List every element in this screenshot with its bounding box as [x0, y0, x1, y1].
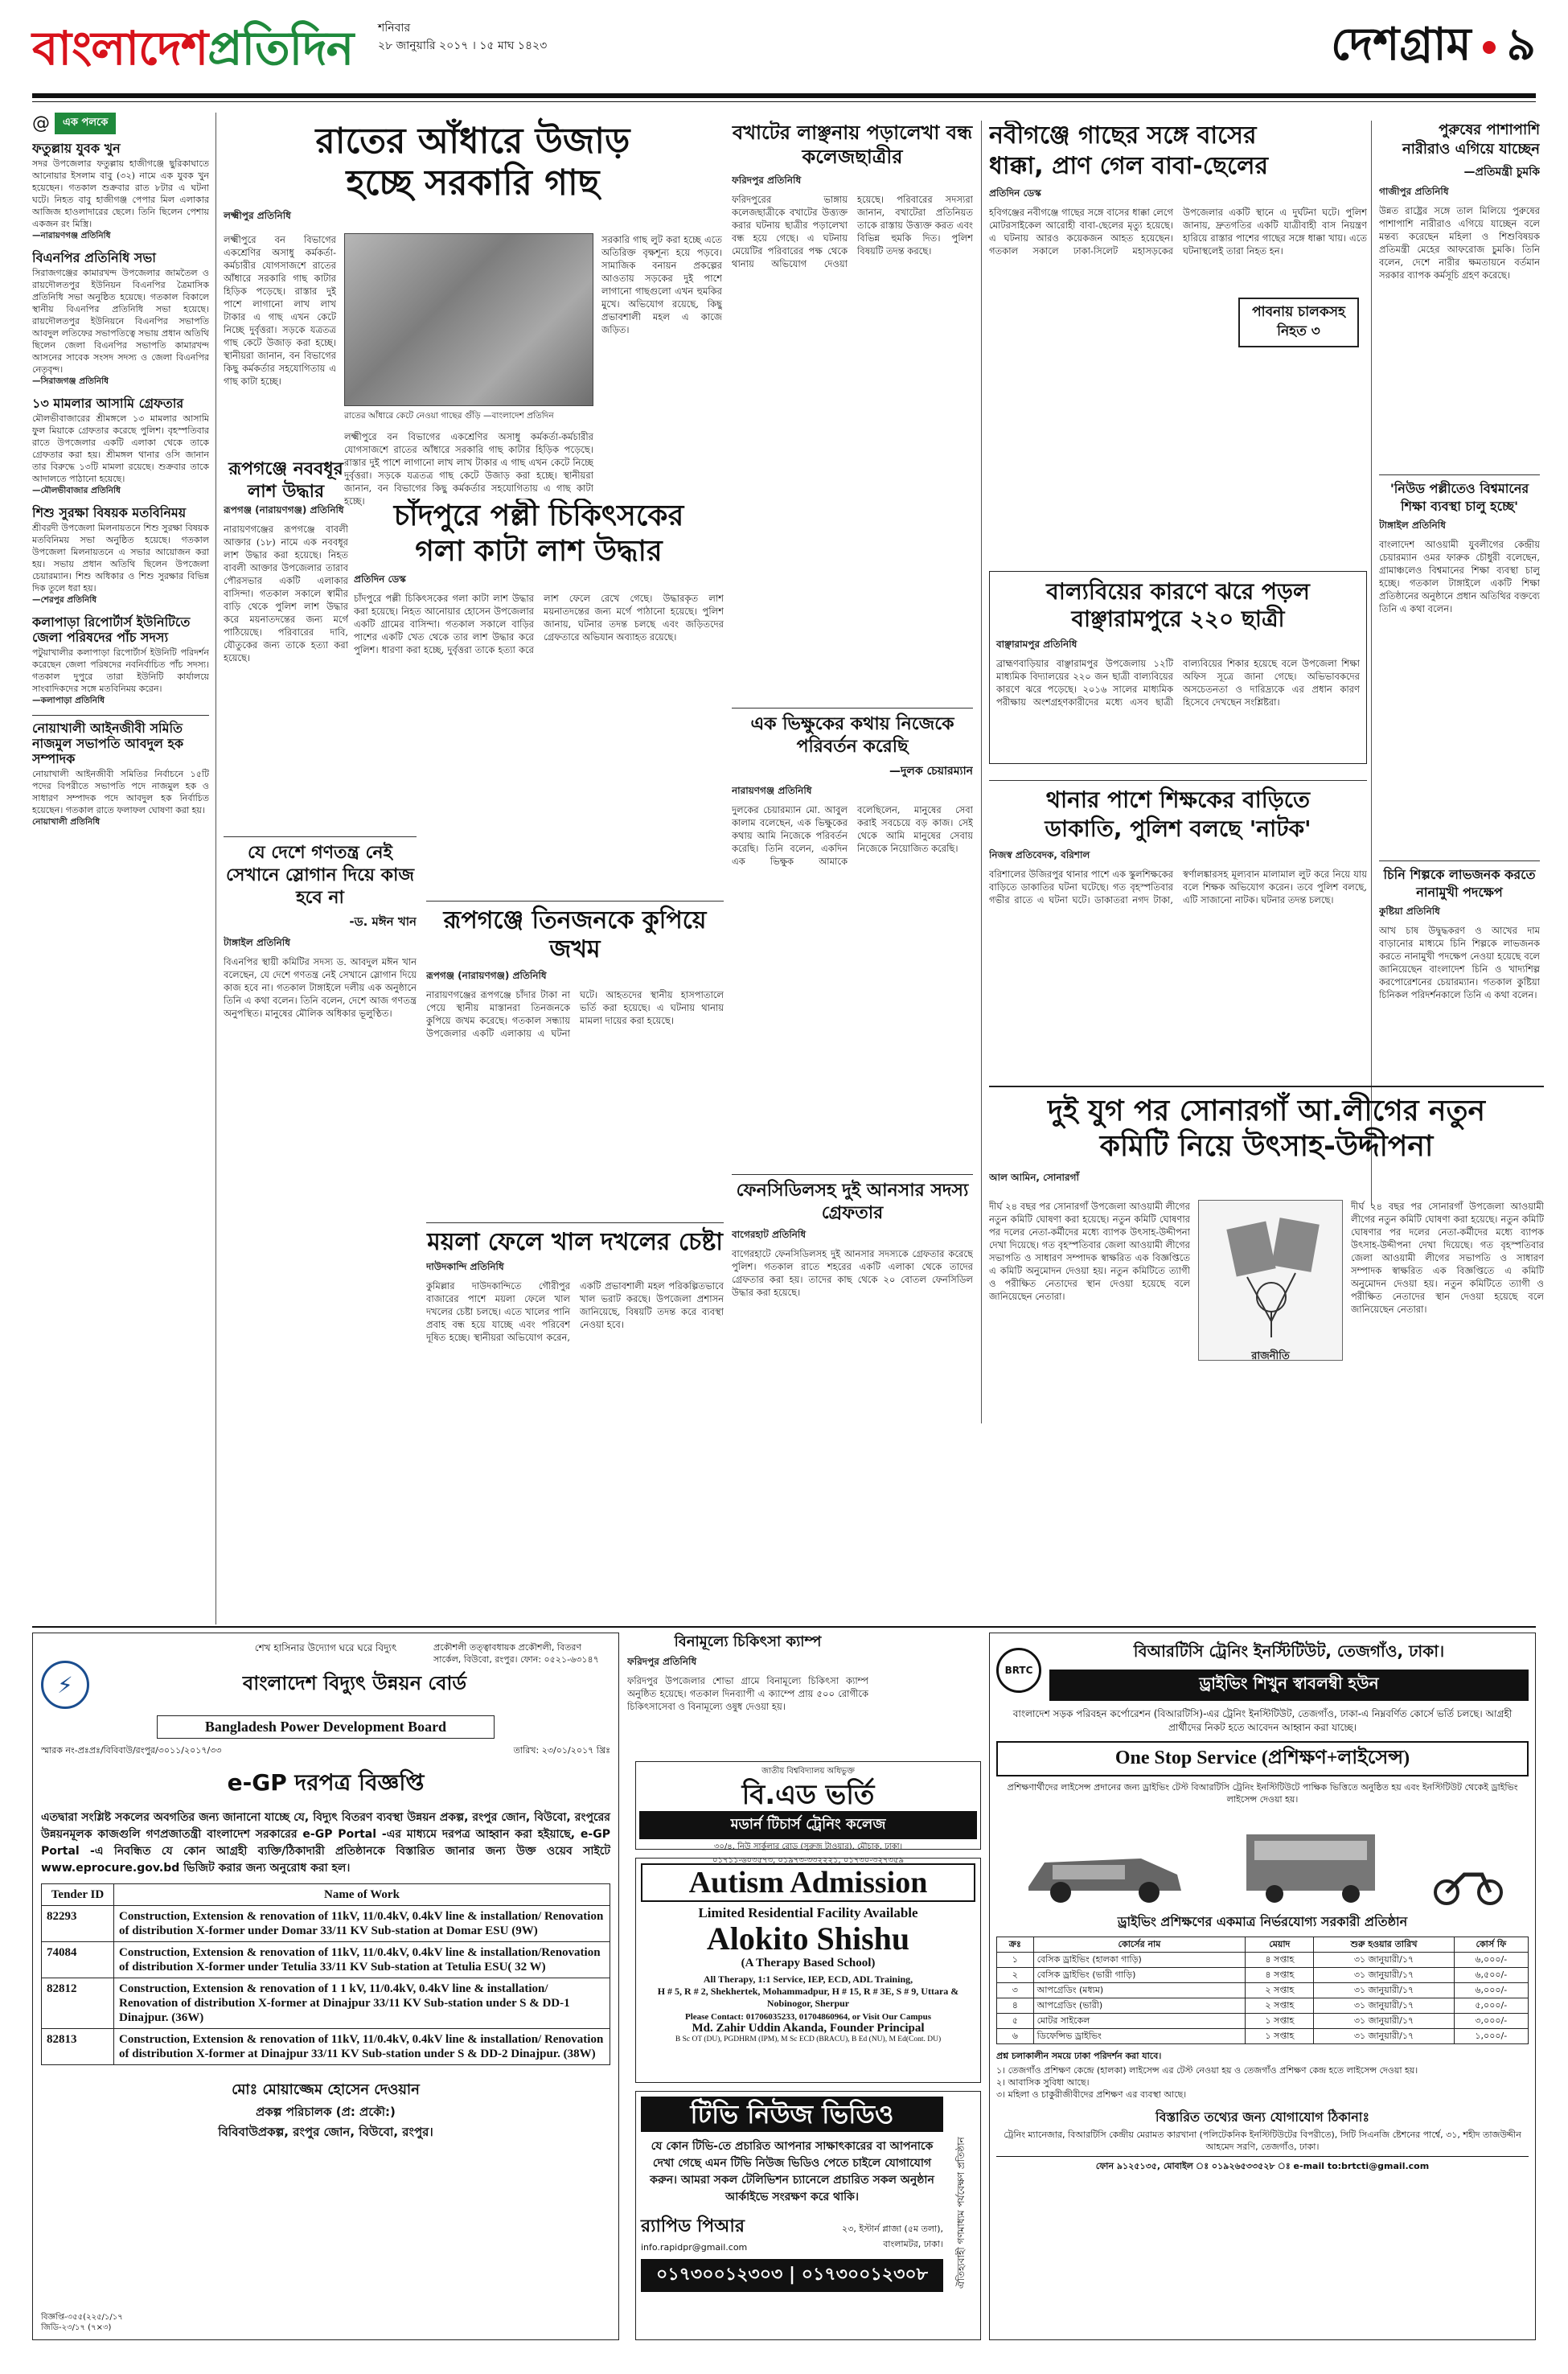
short-item — [32, 396, 209, 499]
tender-work: Construction, Extension & renovation of 1 1 kV, 11/0.4kV, 0.4kV line & installation/ Renovation of distribution X-former at Dinajpur 33/11 KV Sub-station under S & DD-1 Dinajpur. (36W) — [114, 1978, 610, 2029]
short-item-byline: —নারায়ণগঞ্জ প্রতিনিধি — [32, 231, 111, 240]
short-item-body: সিরাজগঞ্জের কামারখন্দ উপজেলার জামতৈল ও রায়দৌলতপুর ইউনিয়ন বিএনপির ত্রৈমাসিক প্রতিনিধি সভা অনুষ্ঠিত হয়েছে। গতকাল বিকালে স্থানীয় বিএনপির প্রতিনিধি সভা হয়েছে। রায়দৌলতপুর ইউনিয়নে বিএনপির সভাপতি আবদুল লতিফের সভাপতিত্বে সভায় প্রধান অতিথি ছিলেন জেলা বিএনপির সভাপতি কামারখন্দ আসনের সাবেক সংসদ সদস্য ও জেলা বিএনপির নেতৃবৃন্দ। — [32, 268, 209, 375]
tender-signer: মোঃ মোয়াজ্জেম হোসেন দেওয়ান — [232, 2081, 420, 2098]
cell: ৬,৫০০/- — [1454, 1968, 1528, 1983]
masthead-date — [378, 19, 547, 55]
brtc-note: ১। তেজগাঁও প্রশিক্ষণ কেন্দ্রে (হালকা) লাইসেন্স এর টেস্ট নেওয়া হয় ও তেজগাঁও প্রশিক্ষণ কেন্দ্র হতে লাইসেন্স দেওয়া হয়। — [996, 2065, 1418, 2076]
short-item-byline: —সিরাজগঞ্জ প্রতিনিধি — [32, 376, 109, 386]
short-item — [32, 715, 209, 830]
lead-photo-caption: রাতের আঁধারে কেটে নেওয়া গাছের গুঁড়ি —বাংলাদেশ প্রতিদিন — [344, 411, 554, 421]
brtc-note: ৩। মহিলা ও চাকুরীজীবীদের প্রশিক্ষণ এর ব্যবস্থা আছে। — [996, 2089, 1187, 2100]
masthead — [0, 0, 1568, 121]
cell: ২ — [997, 1968, 1034, 1983]
tender-id: 82293 — [42, 1906, 114, 1942]
story-sonargaon-byline: আল আমিন, সোনারগাঁ — [989, 1172, 1079, 1183]
column-divider — [981, 121, 982, 1423]
tender-slogan: শেখ হাসিনার উদ্যোগ ঘরে ঘরে বিদ্যুৎ — [254, 1642, 397, 1653]
brtc-contact-title: বিস্তারিত তথ্যের জন্য যোগাযোগ ঠিকানাঃ — [1155, 2109, 1369, 2125]
tender-table-header — [42, 1884, 610, 1906]
story-leather-byline: কুষ্টিয়া প্রতিনিধি — [1379, 906, 1440, 917]
story-beggar-body: দুলকের চেয়ারম্যান মো. আবুল কালাম বলেছেন, এক ভিক্ষুকের কথায় আমি নিজেকে পরিবর্তন করেছি। তিনি বলেন, একদিন এক ভিক্ষুক আমাকে বলেছিলেন, মানুষের সেবা করাই সবচেয়ে বড় কাজ। সেই থেকে আমি মানুষের সেবায় নিজেকে নিয়োজিত করেছি। — [732, 804, 973, 867]
brtc-service-body: প্রশিক্ষণার্থীদের লাইসেন্স প্রদানের জন্য ড্রাইভিং টেস্ট বিআরটিসি ট্রেনিং ইনস্টিটিউটে পাক্ষিক ভিত্তিতে অনুষ্ঠিত হয় এবং ইনস্টিটিউট থেকেই ড্রাইভিং লাইসেন্স দেওয়া হয়। — [1007, 1782, 1518, 1805]
story-bus-headline-line1: নবীগঞ্জে গাছের সঙ্গে বাসের — [989, 121, 1257, 150]
story-doctor — [354, 499, 724, 804]
cell: আপগ্রেডিং (মধ্যম) — [1033, 1983, 1246, 1998]
short-item-title: ১৩ মামলার আসামি গ্রেফতার — [32, 396, 184, 411]
story-pabna-headline: পাবনায় চালকসহ নিহত ৩ — [1252, 304, 1345, 339]
ad-section-divider — [32, 1626, 1536, 1628]
lead-body-right: সরকারি গাছ লুট করা হচ্ছে এতে অতিরিক্ত বৃক্ষশূন্য হয়ে পড়বে। সামাজিক বনায়ন প্রকল্পের আওতায় সড়কের দুই পাশে লাগানো গাছগুলো এখন হুমকির মুখে। অভিযোগ রয়েছে, কিছু প্রভাবশালী মহল এ কাজে জড়িত। — [601, 234, 722, 335]
story-stab — [426, 901, 724, 1222]
brtc-service-title: One Stop Service (প্রশিক্ষণ+লাইসেন্স) — [996, 1741, 1529, 1776]
lead-body-bottom: লক্ষ্মীপুরে বন বিভাগের একশ্রেণির অসাধু কর্মকর্তা-কর্মচারীর যোগসাজশে রাতের আঁধারে সরকারি গাছ কাটার হিড়িক পড়েছে। রাস্তার দুই পাশে লাগানো লাখ লাখ টাকার এ গাছ এখন কেটে নিচ্ছে দুর্বৃত্তরা। সড়কে যত্রতত্র গাছ কেটে উজাড় করা হচ্ছে। স্থানীয়রা জানান, বন বিভাগের কিছু কর্মকর্তার সহযোগিতায় এ গাছ কাটা হচ্ছে। — [344, 431, 593, 507]
tender-signer-title: প্রকল্প পরিচালক (প্র: প্রকৌ:) — [256, 2105, 396, 2119]
bpdb-logo-icon: ⚡ — [41, 1661, 89, 1709]
autism-tagline: (A Therapy Based School) — [741, 1957, 876, 1969]
story-education-body: বাংলাদেশ আওয়ামী যুবলীগের কেন্দ্রীয় চেয়ারম্যান ওমর ফারুক চৌধুরী বলেছেন, গ্রামাঞ্চলেও বিশ্বমানের শিক্ষা ব্যবস্থা চালু হচ্ছে। গতকাল টাঙ্গাইলে একটি শিক্ষা প্রতিষ্ঠানের অনুষ্ঠানে প্রধান অতিথির বক্তব্যে তিনি এ কথা বলেন। — [1379, 539, 1540, 614]
lead-byline: লক্ষ্মীপুর প্রতিনিধি — [224, 210, 291, 221]
story-harassment-headline: বখাটের লাঞ্ছনায় পড়ালেখা বন্ধ কলেজছাত্রীর — [732, 121, 973, 168]
cartoon-caption: রাজনীতি — [1251, 1350, 1290, 1362]
cell: ৪ সপ্তাহ — [1246, 1953, 1314, 1968]
lead-headline — [224, 121, 722, 204]
story-robbery-headline-line1: থানার পাশে শিক্ষকের বাড়িতে — [1045, 787, 1311, 813]
story-robbery-body: বরিশালের উজিরপুর থানার পাশে এক স্কুলশিক্ষকের বাড়িতে ডাকাতির ঘটনা ঘটেছে। গত বৃহস্পতিবার গভীর রাতে এ ঘটনা ঘটে। ডাকাতরা নগদ টাকা, স্বর্ণালঙ্কারসহ মূল্যবান মালামাল লুট করে নিয়ে যায় বলে শিক্ষক অভিযোগ করেন। তবে পুলিশ বলছে, এটি সাজানো নাটক। ঘটনার তদন্ত চলছে। — [989, 869, 1367, 906]
story-robbery — [989, 780, 1367, 1070]
story-sonargaon-body-right: দীর্ঘ ২৪ বছর পর সোনারগাঁ উপজেলা আওয়ামী লীগের নতুন কমিটি ঘোষণা করা হয়েছে। নতুন কমিটি ঘোষণার পর দলের নেতা-কর্মীদের মধ্যে ব্যাপক উৎসাহ-উদ্দীপনা দেখা দিয়েছে। গত বৃহস্পতিবার জেলা আওয়ামী লীগের সভাপতি ও সাধারণ সম্পাদক স্বাক্ষরিত এক বিজ্ঞপ্তিতে এ কমিটি অনুমোদন দেওয়া হয়। নতুন কমিটিতে ত্যাগী ও পরীক্ষিত নেতাদের স্থান দেওয়া হয়েছে বলে জানিয়েছেন নেতারা। — [1351, 1201, 1544, 1315]
short-item-body: শ্রীবরদী উপজেলা মিলনায়তনে শিশু সুরক্ষা বিষয়ক মতবিনিময় সভা অনুষ্ঠিত হয়েছে। গতকাল উপজেলা মিলনায়তনে এ সভার আয়োজন করা হয়। সভায় প্রধান অতিথি ছিলেন উপজেলা চেয়ারম্যান। শিশু অধিকার ও শিশু সুরক্ষার বিভিন্ন দিক তুলে ধরা হয়। — [32, 523, 209, 594]
story-doctor-headline — [354, 499, 724, 569]
story-democracy-body: বিএনপির স্থায়ী কমিটির সদস্য ড. আবদুল মঈন খান বলেছেন, যে দেশে গণতন্ত্র নেই সেখানে স্লোগান দিয়ে কাজ হবে না। গতকাল টাঙ্গাইলে দলীয় এক অনুষ্ঠানে তিনি এ কথা বলেন। তিনি বলেন, দেশে আজ গণতন্ত্র অনুপস্থিত। মানুষের মৌলিক অধিকার ভূলুণ্ঠিত। — [224, 956, 417, 1019]
section-dot-icon — [1483, 41, 1496, 54]
lead-photo — [344, 233, 593, 406]
tender-id: 74084 — [42, 1942, 114, 1978]
bed-address: ৩০/৪, নিউ সার্কুলার রোড (সুরুজ টাওয়ার), মৌচাক, ঢাকা। — [713, 1842, 903, 1851]
autism-services: All Therapy, 1:1 Service, IEP, ECD, ADL Training, — [703, 1974, 913, 1985]
story-harassment-byline: ফরিদপুর প্রতিনিধি — [732, 175, 802, 186]
brtc-logo-icon: BRTC — [996, 1648, 1041, 1693]
bed-ad — [635, 1761, 981, 1865]
tender-footer-code: জিডি-২৩/১৭ (৭×৩) — [41, 2323, 112, 2332]
story-garbage-byline: দাউদকান্দি প্রতিনিধি — [426, 1261, 504, 1272]
ek-poloke-tag — [32, 113, 209, 134]
cell: ২ সপ্তাহ — [1246, 1983, 1314, 1998]
tv-address: ২৩, ইস্টার্ন প্লাজা (৫ম তলা), বাংলামটর, ঢাকা। — [842, 2224, 943, 2249]
story-robbery-headline-line2: ডাকাতি, পুলিশ বলছে 'নাটক' — [1045, 815, 1311, 842]
brtc-note-header: প্রশ্ন চলাকালীন সময়ে ঢাকা পরিদর্শন করা যাবে। — [996, 2051, 1162, 2061]
story-women-attribution: —প্রতিমন্ত্রী চুমকি — [1463, 166, 1540, 179]
tender-memo: স্মারক নং-প্রঃপ্রঃ/বিবিবাউ/রংপুর/৩০১১/২০১৭/৩৩ — [41, 1745, 222, 1756]
table-row — [997, 2029, 1529, 2044]
short-item-body: নোয়াখালী আইনজীবী সমিতির নির্বাচনে ১৫টি পদের বিপরীতে সভাপতি পদে নাজমুল হক ও সাধারণ সম্পাদক পদে আবদুল হক নির্বাচিত হয়েছেন। গতকাল রাতে ফলাফল ঘোষণা করা হয়। — [32, 769, 209, 815]
cell: বেসিক ড্রাইভিং (ভারী গাড়ি) — [1033, 1968, 1246, 1983]
tender-id: 82813 — [42, 2029, 114, 2065]
story-bride-headline: রূপগঞ্জে নববধূর লাশ উদ্ধার — [228, 459, 343, 502]
motorcycle-icon — [1432, 1850, 1504, 1907]
story-ansar-byline: বাগেরহাট প্রতিনিধি — [732, 1229, 807, 1240]
story-garbage-body: কুমিল্লার দাউদকান্দিতে গৌরীপুর বাজারের পাশে ময়লা ফেলে খাল দখলের চেষ্টা চলছে। এতে খালের পানি প্রবাহ বন্ধ হয়ে যাচ্ছে এবং পরিবেশ দূষিত হচ্ছে। স্থানীয়রা অভিযোগ করেন, একটি প্রভাবশালী মহল পরিকল্পিতভাবে খাল ভরাট করছে। উপজেলা প্রশাসন জানিয়েছে, বিষয়টি তদন্ত করে ব্যবস্থা নেওয়া হবে। — [426, 1280, 724, 1343]
brtc-intro: বাংলাদেশ সড়ক পরিবহন কর্পোরেশন (বিআরটিসি)-এর ট্রেনিং ইনস্টিটিউট, তেজগাঁও, ঢাকা-এ নিম্নবর্ণিত কোর্সে ভর্তি চলছে। আগ্রহী প্রার্থীদের নিকট হতে আবেদন আহ্বান করা যাচ্ছে। — [1012, 1708, 1513, 1733]
story-bus-headline — [989, 121, 1367, 182]
cell: ৩১ জানুয়ারী/১৭ — [1314, 2029, 1454, 2044]
cartoon-image — [1198, 1200, 1343, 1361]
short-item-byline: —শেরপুর প্রতিনিধি — [32, 595, 97, 605]
story-doctor-headline-line1: চাঁদপুরে পল্লী চিকিৎসকের — [393, 499, 684, 532]
tender-office: প্রকৌশলী তত্ত্বাবধায়ক প্রকৌশলী, বিতরণ সার্কেল, বিউবো, রংপুর। ফোন: ০৫২১-৬৩১৪৭ — [433, 1642, 599, 1665]
cell: ১,০০০/- — [1454, 2029, 1528, 2044]
tender-work: Construction, Extension & renovation of 11kV, 11/0.4kV, 0.4kV line & installation/ Renovation of distribution X-former under Domar 33/11 KV Sub-station at Domar ESU (9W) — [114, 1906, 610, 1942]
autism-title: Autism Admission — [641, 1863, 975, 1902]
story-garbage-headline: ময়লা ফেলে খাল দখলের চেষ্টা — [427, 1228, 723, 1256]
tender-date: তারিখ: ২৩/০১/২০১৭ খ্রিঃ — [513, 1745, 610, 1756]
story-democracy — [224, 836, 417, 1319]
autism-contact: Please Contact: 01706035233, 01704860964, or Visit Our Campus — [684, 2012, 932, 2022]
bus-icon — [1238, 1826, 1383, 1907]
cell: ৫,০০০/- — [1454, 1998, 1528, 2014]
short-item-byline: —কলাপাড়া প্রতিনিধি — [32, 696, 105, 705]
story-pabna — [1238, 298, 1359, 347]
brtc-col: ক্রঃ — [997, 1937, 1034, 1953]
story-ansar-headline: ফেনসিডিলসহ দুই আনসার সদস্য গ্রেফতার — [736, 1181, 969, 1223]
brtc-col: শুরু হওয়ার তারিখ — [1314, 1937, 1454, 1953]
tender-table — [41, 1883, 610, 2065]
section-header — [1331, 10, 1536, 85]
left-news-column — [32, 113, 209, 1616]
story-doctor-body: চাঁদপুরে পল্লী চিকিৎসকের গলা কাটা লাশ উদ্ধার করা হয়েছে। নিহত আনোয়ার হোসেন উপজেলার একটি গ্রামের বাসিন্দা। গতকাল সকালে বাড়ির পাশের একটি খেত থেকে তার লাশ উদ্ধার করে পুলিশ। ধারণা করা হচ্ছে, দুর্বৃত্তরা তাকে হত্যা করে লাশ ফেলে রেখে গেছে। উদ্ধারকৃত লাশ ময়নাতদন্তের জন্য মর্গে পাঠানো হয়েছে। পুলিশ জানায়, ঘটনার তদন্ত চলছে এবং জড়িতদের গ্রেফতারে অভিযান অব্যাহত রয়েছে। — [354, 593, 724, 655]
cell: ৩১ জানুয়ারী/১৭ — [1314, 1998, 1454, 2014]
table-row — [997, 1968, 1529, 1983]
short-item — [32, 505, 209, 608]
masthead-rule-thin — [32, 101, 1536, 102]
story-leather-headline: চিনি শিল্পকে লাভজনক করতে নানামুখী পদক্ষেপ — [1383, 867, 1536, 900]
story-child-marriage — [989, 571, 1367, 764]
story-doctor-byline: প্রতিদিন ডেস্ক — [354, 573, 406, 585]
story-health-camp-headline: বিনামূল্যে চিকিৎসা ক্যাম্প — [674, 1633, 822, 1650]
story-sonargaon — [989, 1086, 1544, 1536]
brtc-col: কোর্স ফি — [1454, 1937, 1528, 1953]
tv-body: যে কোন টিভি-তে প্রচারিত আপনার সাক্ষাৎকারের বা আপনাকে দেখা গেছে এমন টিভি নিউজ ভিডিও পেতে চাইলে যোগাযোগ করুন। আমরা সকল টেলিভিশন চ্যানেলে প্রচারিত সকল অনুষ্ঠান আর্কাইভে সংরক্ষণ করে থাকি। — [650, 2140, 934, 2204]
masthead-date-text: ২৮ জানুয়ারি ২০১৭ । ১৫ মাঘ ১৪২৩ — [378, 39, 548, 52]
story-women — [1379, 121, 1540, 458]
table-row — [997, 2014, 1529, 2029]
cell: আপগ্রেডিং (ভারী) — [1033, 1998, 1246, 2014]
brtc-col: কোর্সের নাম — [1033, 1937, 1246, 1953]
tender-work: Construction, Extension & renovation of 11kV, 11/0.4kV, 0.4kV line & installation/Renovation of distribution X-former under Tetulia 33/11 KV Sub-station at Tetulia ESU( 32 W) — [114, 1942, 610, 1978]
table-row — [42, 2029, 610, 2065]
short-item-byline: নোয়াখালী প্রতিনিধি — [32, 817, 101, 827]
short-item-title: ফতুল্লায় যুবক খুন — [32, 141, 121, 156]
story-robbery-headline — [989, 786, 1367, 844]
short-item — [32, 141, 209, 244]
lead-body-left: লক্ষ্মীপুরে বন বিভাগের একশ্রেণির অসাধু কর্মকর্তা-কর্মচারীর যোগসাজশে রাতের আঁধারে সরকারি গাছ কাটার হিড়িক পড়েছে। রাস্তার দুই পাশে লাগানো লাখ লাখ টাকার এ গাছ এখন কেটে নিচ্ছে দুর্বৃত্তরা। সড়কে যত্রতত্র গাছ কেটে উজাড় করা হচ্ছে। স্থানীয়রা জানান, বন বিভাগের কিছু কর্মকর্তার সহযোগিতায় এ গাছ কাটা হচ্ছে। — [224, 234, 336, 387]
lead-headline-line2: হচ্ছে সরকারি গাছ — [346, 162, 600, 203]
story-health-camp-body: ফরিদপুর উপজেলার শোভা গ্রামে বিনামূল্যে চিকিৎসা ক্যাম্প অনুষ্ঠিত হয়েছে। গতকাল দিনব্যাপী এ ক্যাম্পে প্রায় ৫০০ রোগীকে চিকিৎসাসেবা ও বিনামূল্যে ওষুধ দেওয়া হয়। — [627, 1675, 868, 1712]
brtc-col: মেয়াদ — [1246, 1937, 1314, 1953]
short-item — [32, 614, 209, 709]
cell: ৩,০০০/- — [1454, 2014, 1528, 2029]
story-beggar-headline: এক ভিক্ষুকের কথায় নিজেকে পরিবর্তন করেছি — [750, 714, 954, 757]
story-child-marriage-body: ব্রাহ্মণবাড়িয়ার বাঞ্ছারামপুর উপজেলায় ১২টি মাধ্যমিক বিদ্যালয়ের ২২০ জন ছাত্রী বাল্যবিয়ের কারণে ঝরে পড়েছে। ২০১৬ সালের মাধ্যমিক পরীক্ষায় অংশগ্রহণকারীদের মধ্যে এসব ছাত্রী বাল্যবিয়ের শিকার হয়েছে বলে উপজেলা শিক্ষা অফিস সূত্রে জানা গেছে। অভিভাবকদের অসচেতনতা ও দারিদ্র্যকে এর প্রধান কারণ হিসেবে দেখছেন সংশ্লিষ্টরা। — [996, 658, 1360, 708]
tender-work: Construction, Extension & renovation of 11kV, 11/0.4kV, 0.4kV line & installation/ Renovation of distribution X-former at Dinajpur 33/11 KV Sub-station under S & DD-2 Dinajpur. (38W) — [114, 2029, 610, 2065]
story-education — [1379, 474, 1540, 844]
short-item-body: মৌলভীবাজারের শ্রীমঙ্গলে ১৩ মামলার আসামি ফুল মিয়াকে গ্রেফতার করেছে পুলিশ। বৃহস্পতিবার রাতে উপজেলার একটি এলাকা থেকে তাকে গ্রেফতার করা হয়। শ্রীমঙ্গল থানার ওসি জানান তার বিরুদ্ধে ১৩টি মামলা রয়েছে। শুক্রবার তাকে আদালতে পাঠানো হয়েছে। — [32, 413, 209, 484]
logo-bangladesh: বাংলাদেশ — [32, 21, 208, 76]
table-row — [42, 1978, 610, 2029]
brtc-ad — [989, 1633, 1536, 2340]
tender-org-en: Bangladesh Power Development Board — [157, 1715, 495, 1739]
brtc-slogan: ড্রাইভিং শিখুন স্বাবলম্বী হউন — [1049, 1670, 1529, 1701]
car-icon — [1020, 1834, 1189, 1907]
brtc-course-table — [996, 1937, 1529, 2044]
story-bride — [224, 458, 348, 828]
story-garbage — [426, 1222, 724, 1407]
cell: ৩১ জানুয়ারী/১৭ — [1314, 1953, 1454, 1968]
bed-tag: জাতীয় বিশ্ববিদ্যালয় অধিভুক্ত — [761, 1767, 855, 1776]
tv-email: info.rapidpr@gmail.com — [641, 2242, 748, 2253]
masthead-rule — [32, 93, 1536, 98]
tender-org-bn: বাংলাদেশ বিদ্যুৎ উন্নয়ন বোর্ড — [242, 1672, 467, 1694]
story-sonargaon-body-left: দীর্ঘ ২৪ বছর পর সোনারগাঁ উপজেলা আওয়ামী লীগের নতুন কমিটি ঘোষণা করা হয়েছে। নতুন কমিটি ঘোষণার পর দলের নেতা-কর্মীদের মধ্যে ব্যাপক উৎসাহ-উদ্দীপনা দেখা দিয়েছে। গত বৃহস্পতিবার জেলা আওয়ামী লীগের সভাপতি ও সাধারণ সম্পাদক স্বাক্ষরিত এক বিজ্ঞপ্তিতে এ কমিটি অনুমোদন দেওয়া হয়। নতুন কমিটিতে ত্যাগী ও পরীক্ষিত নেতাদের স্থান দেওয়া হয়েছে বলে জানিয়েছেন নেতারা। — [989, 1201, 1190, 1302]
short-item-body: সদর উপজেলার ফতুল্লায় হাজীগঞ্জে ছুরিকাঘাতে আনোয়ার ইসলাম বাবু (৩২) নামে এক যুবক খুন হয়েছেন। গতকাল শুক্রবার রাত ৮টার এ ঘটনা ঘটে। নিহত বাবু হাজীগঞ্জ পেপার মিল এলাকার আজিজ হাওলাদারের ছেলে। তিনি ছিলেন পেশায় একজন রং মিস্ত্রি। — [32, 158, 209, 229]
cell: ৩ — [997, 1983, 1034, 1998]
tender-col-work: Name of Work — [114, 1884, 610, 1906]
cell: ৩১ জানুয়ারী/১৭ — [1314, 1968, 1454, 1983]
table-row — [42, 1942, 610, 1978]
autism-ad — [635, 1858, 981, 2083]
cell: ৩১ জানুয়ারী/১৭ — [1314, 2014, 1454, 2029]
short-item-title: বিএনপির প্রতিনিধি সভা — [32, 250, 156, 265]
brtc-table-title: ড্রাইভিং প্রশিক্ষণের একমাত্র নির্ভরযোগ্য সরকারী প্রতিষ্ঠান — [1117, 1914, 1408, 1929]
cell: ২ সপ্তাহ — [1246, 1998, 1314, 2014]
story-sonargaon-headline-line1: দুই যুগ পর সোনারগাঁ আ.লীগের নতুন — [1047, 1095, 1486, 1127]
tender-title: e-GP দরপত্র বিজ্ঞপ্তি — [227, 1769, 425, 1796]
autism-degrees: B Sc OT (DU), PGDHRM (IPM), M Sc ECD (BRACU), B Ed (NU), M Ed(Cont. DU) — [675, 2035, 942, 2043]
cell: ৬ — [997, 2029, 1034, 2044]
tv-ad — [635, 2091, 981, 2340]
brtc-note: ২। আবাসিক সুবিধা আছে। — [996, 2077, 1090, 2088]
story-democracy-attribution: -ড. মঈন খান — [349, 914, 417, 929]
story-beggar-attribution: —দুলক চেয়ারম্যান — [889, 765, 973, 778]
story-harassment-body: ফরিদপুরের ভাঙ্গায় কলেজছাত্রীকে বখাটের উত্ত্যক্ত করার ঘটনায় ছাত্রীর পড়ালেখা বন্ধ হয়ে গেছে। এ ঘটনায় মেয়েটির পরিবারের পক্ষ থেকে থানায় অভিযোগ দেওয়া হয়েছে। পরিবারের সদস্যরা জানান, বখাটেরা প্রতিনিয়ত তাকে রাস্তায় উত্ত্যক্ত করত এবং বিভিন্ন হুমকি দিত। পুলিশ বিষয়টি তদন্ত করছে। — [732, 194, 973, 269]
tender-intro: এতদ্বারা সংশ্লিষ্ট সকলের অবগতির জন্য জানানো যাচ্ছে যে, বিদ্যুৎ বিতরণ ব্যবস্থা উন্নয়ন প্রকল্প, রংপুর জোন, বিউবো, রংপুরের উন্নয়নমূলক কাজগুলি গণপ্রজাতন্ত্রী বাংলাদেশ সরকারের e-GP Portal -এর মাধ্যমে দরপত্র আহ্বান করা হইয়াছে, e-GP Portal -এ নিবন্ধিত যে কোন আগ্রহী ব্যক্তি/ঠিকাদারী প্রতিষ্ঠানকে বিস্তারিত জানার জন্য উক্ত ওয়েব সাইটে www.eprocure.gov.bd ভিজিট করার জন্য অনুরোধ করা হল। — [41, 1811, 610, 1875]
short-item — [32, 250, 209, 389]
story-women-body: উন্নত রাষ্ট্রের সঙ্গে তাল মিলিয়ে পুরুষের পাশাপাশি নারীরাও এগিয়ে যাচ্ছেন বলে মন্তব্য করেছেন মহিলা ও শিশুবিষয়ক প্রতিমন্ত্রী মেহের আফরোজ চুমকি। তিনি বলেন, দেশে নারীর ক্ষমতায়নে বর্তমান সরকার ব্যাপক কর্মসূচি গ্রহণ করেছে। — [1379, 205, 1540, 281]
cell: ৫ — [997, 2014, 1034, 2029]
short-item-title: কলাপাড়া রিপোর্টার্স ইউনিটিতে জেলা পরিষদের পাঁচ সদস্য — [32, 614, 191, 645]
story-stab-headline: রূপগঞ্জে তিনজনকে কুপিয়ে জখম — [443, 906, 707, 963]
bed-phone: ০১৭১১-৬০৩৫৭৩, ০১৯৭৩-৩৩২২২১, ০১৭৩০-৩২৭৩৫৯ — [712, 1856, 904, 1865]
story-sonargaon-headline — [989, 1094, 1544, 1164]
cell: ডিফেন্সিভ ড্রাইভিং — [1033, 2029, 1246, 2044]
table-row — [997, 1998, 1529, 2014]
story-stab-byline: রূপগঞ্জ (নারায়ণগঞ্জ) প্রতিনিধি — [426, 970, 547, 981]
short-item-title: শিশু সুরক্ষা বিষয়ক মতবিনিময় — [32, 505, 187, 520]
table-row — [997, 1953, 1529, 1968]
cell: ১ সপ্তাহ — [1246, 2029, 1314, 2044]
cell: ১ — [997, 1953, 1034, 1968]
table-row — [42, 1906, 610, 1942]
section-title: দেশগ্রাম — [1331, 18, 1472, 71]
story-sonargaon-headline-line2: কমিটি নিয়ে উৎসাহ-উদ্দীপনা — [1099, 1130, 1434, 1163]
story-women-byline: গাজীপুর প্রতিনিধি — [1379, 186, 1449, 197]
autism-address: H # 5, R # 2, Shekhertek, Mohammadpur, H # 15, R # 3E, S # 9, Uttara & Nobinogor, Sherpur — [657, 1986, 959, 2009]
bed-title: বি.এড ভর্তি — [741, 1779, 875, 1811]
short-item-byline: —মৌলভীবাজার প্রতিনিধি — [32, 486, 121, 495]
column-divider — [215, 113, 216, 1624]
story-health-camp — [627, 1633, 868, 1753]
brtc-title: বিআরটিসি ট্রেনিং ইনস্টিটিউট, তেজগাঁও, ঢাকা। — [1133, 1641, 1445, 1661]
short-item-title: নোয়াখালী আইনজীবী সমিতি নাজমুল সভাপতি আবদুল হক সম্পাদক — [32, 721, 184, 766]
story-beggar — [732, 708, 973, 1206]
logo-protidin: প্রতিদিন — [207, 21, 354, 76]
cell: ৪ — [997, 1998, 1034, 2014]
tender-signer-office: বিবিবাউপ্রকল্প, রংপুর জোন, বিউবো, রংপুর। — [218, 2125, 433, 2139]
cell: ৬,০০০/- — [1454, 1983, 1528, 1998]
story-beggar-byline: নারায়ণগঞ্জ প্রতিনিধি — [732, 785, 812, 796]
autism-subtitle: Limited Residential Facility Available — [698, 1905, 918, 1920]
ek-poloke-label: এক পলকে — [55, 113, 116, 134]
column-divider — [1371, 121, 1372, 1206]
story-robbery-byline: নিজস্ব প্রতিবেদক, বরিশাল — [989, 849, 1090, 860]
brtc-phone: ফোন ৯১২৫১৩৫, মোবাইল ঃ ০১৯২৬৫৩৩৫২৮ ঃ e-mail to:brtcti@gmail.com — [996, 2156, 1529, 2175]
story-harassment — [732, 121, 973, 700]
story-ansar-body: বাগেরহাটে ফেনসিডিলসহ দুই আনসার সদস্যকে গ্রেফতার করেছে পুলিশ। গতকাল রাতে শহরের একটি এলাকা থেকে তাদের গ্রেফতার করা হয়। তাদের কাছ থেকে ২০ বোতল ফেনসিডিল উদ্ধার করা হয়েছে। — [732, 1248, 973, 1298]
story-child-marriage-headline: বাল্যবিয়ের কারণে ঝরে পড়ল বাঞ্ছারামপুরে ২২০ ছাত্রী — [1046, 578, 1310, 632]
cell: ১ সপ্তাহ — [1246, 2014, 1314, 2029]
cell: মোটর সাইকেল — [1033, 2014, 1246, 2029]
story-doctor-headline-line2: গলা কাটা লাশ উদ্ধার — [415, 535, 663, 568]
tv-company: র‍্যাপিড পিআর — [641, 2216, 745, 2236]
tv-side-text: ঐতিহ্যবাহী গণমাধ্যম পর্যবেক্ষণ প্রতিষ্ঠান — [955, 2137, 967, 2290]
story-leather-body: আখ চাষ উদ্বুদ্ধকরণ ও আখের দাম বাড়ানোর মাধ্যমে চিনি শিল্পকে লাভজনক করতে নানামুখী পদক্ষেপ নেওয়া হয়েছে বলে জানিয়েছেন বাংলাদেশ চিনি ও খাদ্যশিল্প করপোরেশনের চেয়ারম্যান। গতকাল কুষ্টিয়া চিনিকল পরিদর্শনকালে তিনি এ কথা বলেন। — [1379, 925, 1540, 1000]
autism-school: Alokito Shishu — [706, 1920, 910, 1957]
lead-headline-line1: রাতের আঁধারে উজাড় — [315, 121, 630, 162]
cell: ৪ সপ্তাহ — [1246, 1968, 1314, 1983]
story-bus-byline: প্রতিদিন ডেস্ক — [989, 187, 1041, 199]
story-women-headline-line1: পুরুষের পাশাপাশি — [1439, 121, 1540, 138]
story-child-marriage-byline: বাঞ্ছারামপুর প্রতিনিধি — [996, 639, 1077, 650]
masthead-logo — [32, 13, 353, 77]
tender-footer-code: বিজ্ঞপ্তি-৩৫৫(২২৫/১/১৭ — [41, 2313, 123, 2322]
story-democracy-headline: যে দেশে গণতন্ত্র নেই সেখানে স্লোগান দিয়ে কাজ হবে না — [225, 843, 415, 908]
brtc-vehicles-image — [996, 1810, 1529, 1907]
masthead-weekday: শনিবার — [378, 22, 411, 35]
story-women-headline-line2: নারীরাও এগিয়ে যাচ্ছেন — [1402, 141, 1540, 158]
tender-id: 82812 — [42, 1978, 114, 2029]
cartoon-drawing — [1199, 1201, 1344, 1345]
tender-col-id: Tender ID — [42, 1884, 114, 1906]
brtc-contact-body: ট্রেনিং ম্যানেজার, বিআরটিসি কেন্দ্রীয় মেরামত কারখানা (পলিটেকনিক ইনস্টিটিউটের বিপরীতে), সিটি সিএনজি ষ্টেশনের পার্শ্বে, ৩১, শহীদ তাজউদ্দীন আহমেদ সরণি, তেজগাঁও, ঢাকা। — [1004, 2130, 1521, 2152]
bed-college: মডার্ন টিচার্স ট্রেনিং কলেজ — [639, 1811, 977, 1839]
tv-phones: ০১৭৩০০১২৩০৩ | ০১৭৩০০১২৩০৮ — [641, 2259, 943, 2292]
tv-title: টিভি নিউজ ভিডিও — [641, 2097, 943, 2132]
brtc-table-header — [997, 1937, 1529, 1953]
story-bride-byline: রূপগঞ্জ (নারায়ণগঞ্জ) প্রতিনিধি — [224, 504, 344, 515]
story-bus-headline-line2: ধাক্কা, প্রাণ গেল বাবা-ছেলের — [989, 152, 1268, 180]
cell: ৩১ জানুয়ারী/১৭ — [1314, 1983, 1454, 1998]
story-democracy-byline: টাঙ্গাইল প্রতিনিধি — [224, 937, 290, 948]
story-stab-body: নারায়ণগঞ্জের রূপগঞ্জে চাঁদার টাকা না পেয়ে স্থানীয় মাস্তানরা তিনজনকে কুপিয়ে জখম করেছে। গতকাল সন্ধ্যায় উপজেলার একটি এলাকায় এ ঘটনা ঘটে। আহতদের স্থানীয় হাসপাতালে ভর্তি করা হয়েছে। এ ঘটনায় থানায় মামলা দায়ের করা হয়েছে। — [426, 989, 724, 1039]
story-women-headline — [1379, 121, 1540, 159]
autism-principal: Md. Zahir Uddin Akanda, Founder Principal — [692, 2022, 925, 2035]
tender-ad — [32, 1633, 619, 2340]
story-bride-body: নারায়ণগঞ্জের রূপগঞ্জে বাবলী আক্তার (১৮) নামে এক নববধূর লাশ উদ্ধার করা হয়েছে। নিহত বাবলী আক্তার উপজেলার তারাব পৌরসভার একটি এলাকার বাসিন্দা। গতকাল সকালে স্বামীর বাড়ি থেকে পুলিশ লাশ উদ্ধার করে ময়নাতদন্তের জন্য মর্গে পাঠিয়েছে। পরিবারের দাবি, যৌতুকের জন্য তাকে হত্যা করা হয়েছে। — [224, 524, 348, 663]
short-item-body: পটুয়াখালীর কলাপাড়া রিপোর্টার্স ইউনিটি পরিদর্শন করেছেন জেলা পরিষদের নবনির্বাচিত পাঁচ সদস্য। গতকাল দুপুরে তারা ইউনিটি কার্যালয়ে সাংবাদিকদের সঙ্গে মতবিনিময় করেন। — [32, 647, 209, 694]
cell: বেসিক ড্রাইভিং (হালকা গাড়ি) — [1033, 1953, 1246, 1968]
story-education-byline: টাঙ্গাইল প্রতিনিধি — [1379, 520, 1446, 531]
story-education-headline: 'নিউড পল্লীতেও বিশ্বমানের শিক্ষা ব্যবস্থা চালু হচ্ছে' — [1389, 481, 1529, 514]
story-health-camp-byline: ফরিদপুর প্রতিনিধি — [627, 1656, 697, 1667]
story-bus-body: হবিগঞ্জের নবীগঞ্জে গাছের সঙ্গে বাসের ধাক্কা লেগে মোটরসাইকেল আরোহী বাবা-ছেলের মৃত্যু হয়েছে। এ ঘটনায় আরও কয়েকজন আহত হয়েছেন। গতকাল সকালে ঢাকা-সিলেট মহাসড়কের উপজেলার একটি স্থানে এ দুর্ঘটনা ঘটে। পুলিশ জানায়, দ্রুতগতির একটি যাত্রীবাহী বাস নিয়ন্ত্রণ হারিয়ে রাস্তার পাশের গাছের সঙ্গে ধাক্কা খায়। এতে ঘটনাস্থলেই তারা নিহত হন। — [989, 207, 1367, 257]
page-number: ৯ — [1506, 18, 1536, 71]
spiral-icon: @ — [32, 113, 50, 133]
table-row — [997, 1983, 1529, 1998]
cell: ৬,০০০/- — [1454, 1953, 1528, 1968]
story-ansar — [732, 1174, 973, 1367]
